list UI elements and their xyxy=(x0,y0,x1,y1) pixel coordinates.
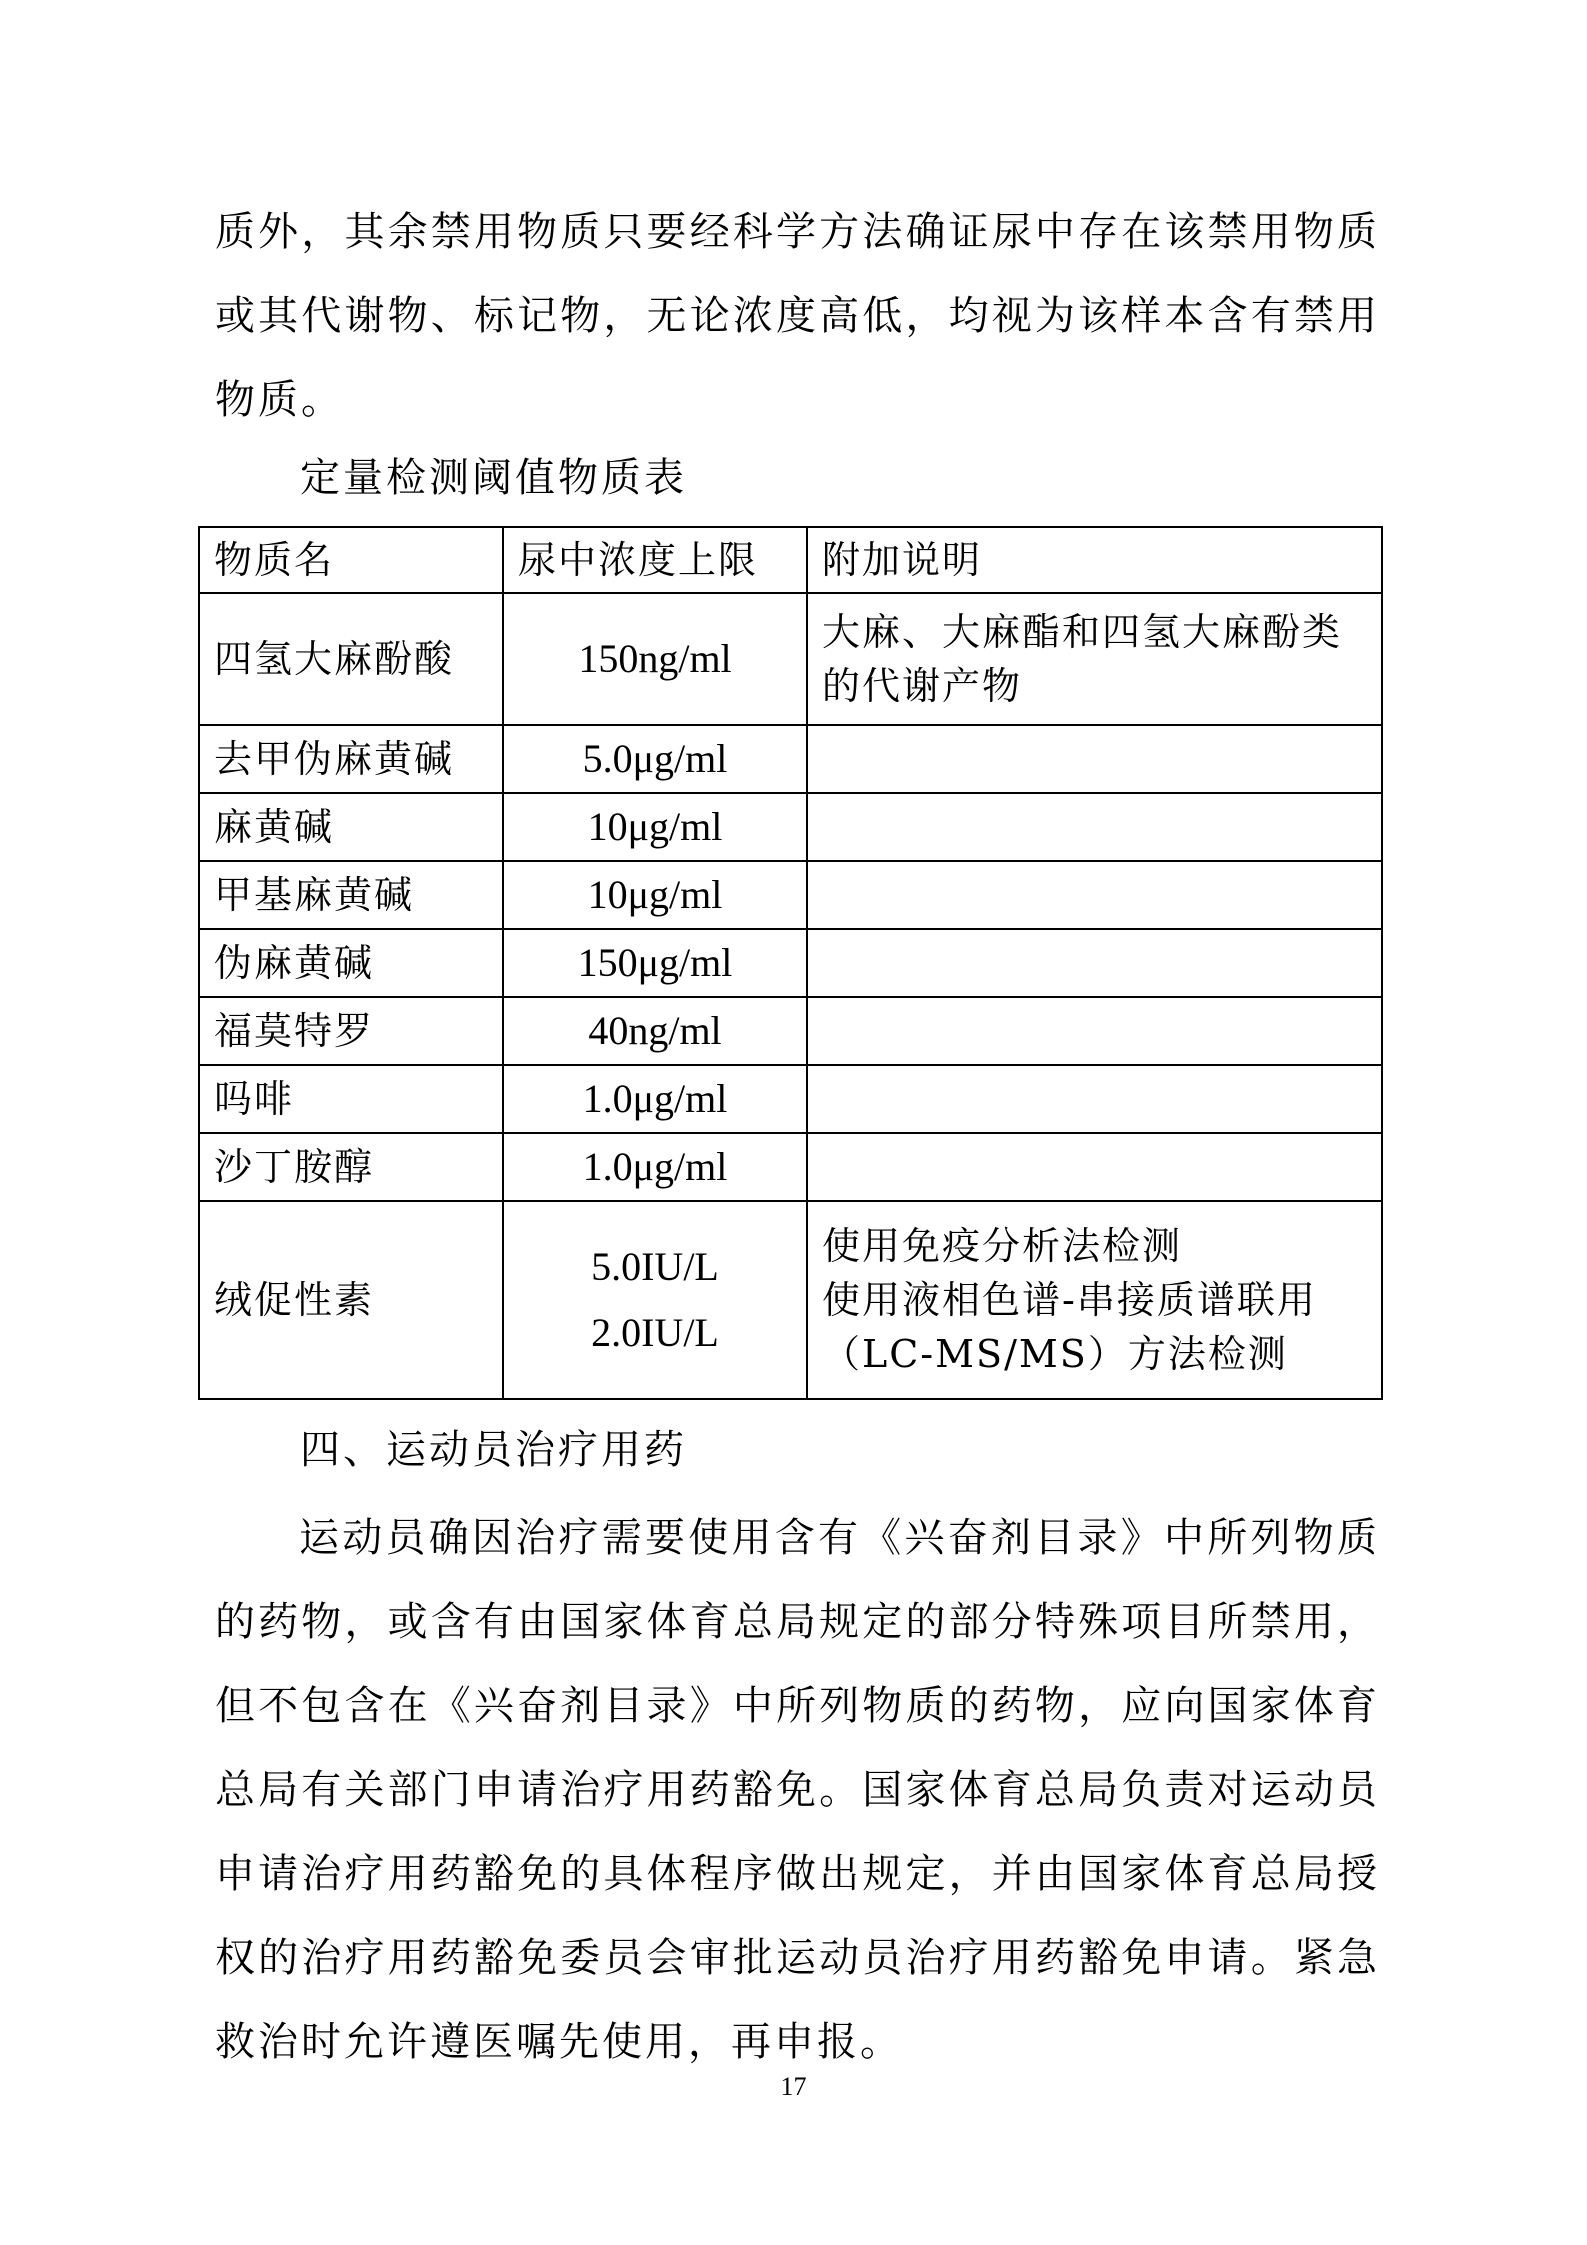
substance-name: 麻黄碱 xyxy=(199,793,503,861)
header-additional-notes: 附加说明 xyxy=(807,527,1382,593)
additional-note xyxy=(807,1133,1382,1201)
urine-limit xyxy=(503,593,807,725)
urine-limit xyxy=(503,861,807,929)
table-row xyxy=(199,593,1382,725)
section-heading: 四、运动员治疗用药 xyxy=(300,1427,687,1473)
note-text: 使用免疫分析法检测 xyxy=(822,1224,1183,1268)
table-row xyxy=(199,793,1382,861)
page-number: 17 xyxy=(780,2072,807,2101)
urine-limit xyxy=(503,1133,807,1201)
table-header-row xyxy=(199,527,1382,593)
note-text: 大麻、大麻酯和四氢大麻酚类的代谢产物 xyxy=(822,610,1343,708)
additional-note xyxy=(807,1065,1382,1133)
limit-value: 150μg/ml xyxy=(577,940,733,985)
header-urine-limit: 尿中浓度上限 xyxy=(503,527,807,593)
additional-note xyxy=(807,593,1382,725)
limit-value: 5.0IU/L xyxy=(591,1244,719,1289)
table-row xyxy=(199,861,1382,929)
limit-value: 5.0μg/ml xyxy=(582,736,728,781)
urine-limit xyxy=(503,929,807,997)
urine-limit xyxy=(503,725,807,793)
limit-value: 1.0μg/ml xyxy=(582,1144,728,1189)
table-row xyxy=(199,929,1382,997)
table-row xyxy=(199,725,1382,793)
threshold-substance-table xyxy=(198,526,1383,1400)
substance-name: 四氢大麻酚酸 xyxy=(199,593,503,725)
note-text: 使用液相色谱-串接质谱联用（LC-MS/MS）方法检测 xyxy=(822,1278,1317,1376)
substance-name: 甲基麻黄碱 xyxy=(199,861,503,929)
limit-value: 2.0IU/L xyxy=(591,1310,719,1355)
table-caption: 定量检测阈值物质表 xyxy=(300,455,687,501)
urine-limit xyxy=(503,1201,807,1399)
limit-value: 10μg/ml xyxy=(587,804,723,849)
opening-paragraph: 质外，其余禁用物质只要经科学方法确证尿中存在该禁用物质或其代谢物、标记物，无论浓度高低，均视为该样本含有禁用物质。 xyxy=(215,209,1380,423)
substance-name: 伪麻黄碱 xyxy=(199,929,503,997)
additional-note xyxy=(807,929,1382,997)
limit-value: 40ng/ml xyxy=(588,1008,722,1053)
additional-note xyxy=(807,997,1382,1065)
additional-note xyxy=(807,861,1382,929)
substance-name: 沙丁胺醇 xyxy=(199,1133,503,1201)
table-row xyxy=(199,1133,1382,1201)
urine-limit xyxy=(503,997,807,1065)
limit-value: 10μg/ml xyxy=(587,872,723,917)
section-paragraph: 运动员确因治疗需要使用含有《兴奋剂目录》中所列物质的药物，或含有由国家体育总局规定的部分特殊项目所禁用，但不包含在《兴奋剂目录》中所列物质的药物，应向国家体育总局有关部门申请治疗用药豁免。国家体育总局负责对运动员申请治疗用药豁免的具体程序做出规定，并由国家体育总局授权的治疗用药豁免委员会审批运动员治疗用药豁免申请。紧急救治时允许遵医嘱先使用，再申报。 xyxy=(215,1515,1380,2065)
header-substance-name: 物质名 xyxy=(199,527,503,593)
substance-name: 去甲伪麻黄碱 xyxy=(199,725,503,793)
urine-limit xyxy=(503,793,807,861)
substance-name: 吗啡 xyxy=(199,1065,503,1133)
limit-value: 1.0μg/ml xyxy=(582,1076,728,1121)
urine-limit xyxy=(503,1065,807,1133)
substance-name: 福莫特罗 xyxy=(199,997,503,1065)
table-row xyxy=(199,1201,1382,1399)
table-row xyxy=(199,997,1382,1065)
table-row xyxy=(199,1065,1382,1133)
additional-note xyxy=(807,1201,1382,1399)
additional-note xyxy=(807,725,1382,793)
additional-note xyxy=(807,793,1382,861)
limit-value: 150ng/ml xyxy=(578,636,732,681)
substance-name: 绒促性素 xyxy=(199,1201,503,1399)
